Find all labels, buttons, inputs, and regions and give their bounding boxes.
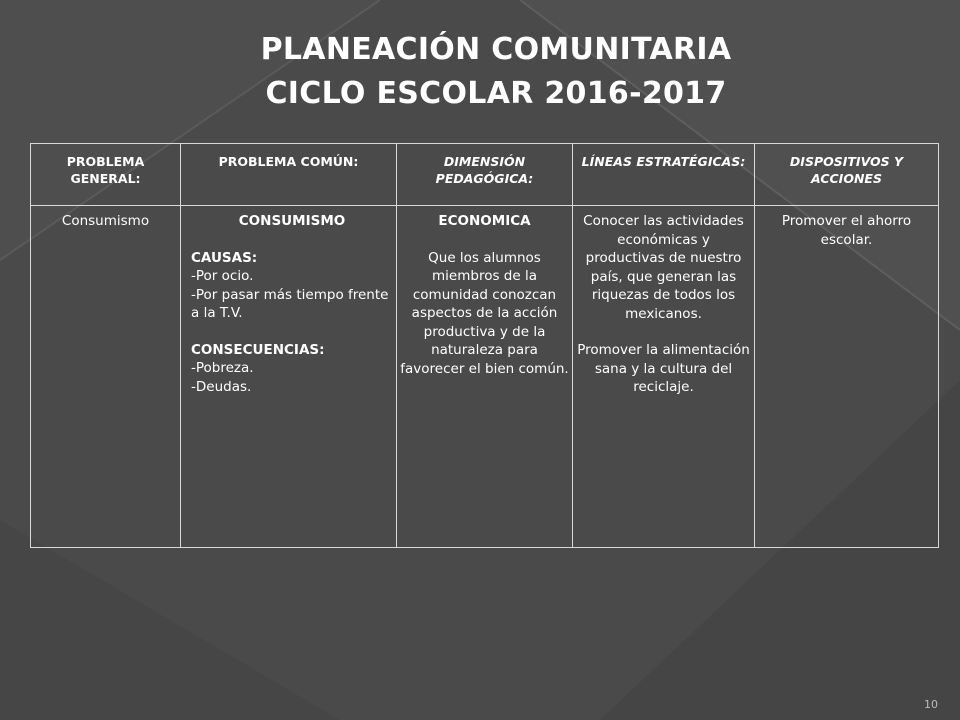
strategic-line-item: Conocer las actividades económicas y productivas de nuestro país, que generan las riquezas de todos los mexicanos. <box>583 213 744 322</box>
cause-item: -Por pasar más tiempo frente a la T.V. <box>191 286 389 321</box>
consequence-item: -Deudas. <box>191 378 252 395</box>
table-row <box>31 206 939 548</box>
cell-general-problem: Consumismo <box>31 206 181 548</box>
cell-pedagogical-dimension <box>397 206 573 548</box>
cell-actions: Promover el ahorro escolar. <box>755 206 939 548</box>
cause-item: -Por ocio. <box>191 268 254 284</box>
table-header-row <box>31 144 939 206</box>
dimension-title: ECONOMICA <box>438 213 531 229</box>
page-number: 10 <box>924 698 938 711</box>
header-general-problem: PROBLEMA GENERAL: <box>31 144 181 206</box>
slide-title <box>0 28 960 116</box>
cell-common-problem <box>181 206 397 548</box>
planning-table <box>30 143 939 548</box>
strategic-line-item: Promover la alimentación sana y la cultura del reciclaje. <box>577 342 750 395</box>
header-actions: DISPOSITIVOS Y ACCIONES <box>755 144 939 206</box>
consequences-label: CONSECUENCIAS: <box>191 341 325 358</box>
header-strategic-lines: LÍNEAS ESTRATÉGICAS: <box>573 144 755 206</box>
header-common-problem: PROBLEMA COMÚN: <box>181 144 397 206</box>
title-line-1: PLANEACIÓN COMUNITARIA <box>260 32 732 67</box>
common-problem-title: CONSUMISMO <box>238 213 346 229</box>
header-pedagogical-dimension: DIMENSIÓN PEDAGÓGICA: <box>397 144 573 206</box>
dimension-text: Que los alumnos miembros de la comunidad conozcan aspectos de la acción productiva y de la naturaleza para favorecer el bien común. <box>400 249 569 377</box>
title-line-2: CICLO ESCOLAR 2016-2017 <box>265 76 727 111</box>
consequence-item: -Pobreza. <box>191 360 254 376</box>
cell-strategic-lines <box>573 206 755 548</box>
causes-label: CAUSAS: <box>191 249 258 266</box>
